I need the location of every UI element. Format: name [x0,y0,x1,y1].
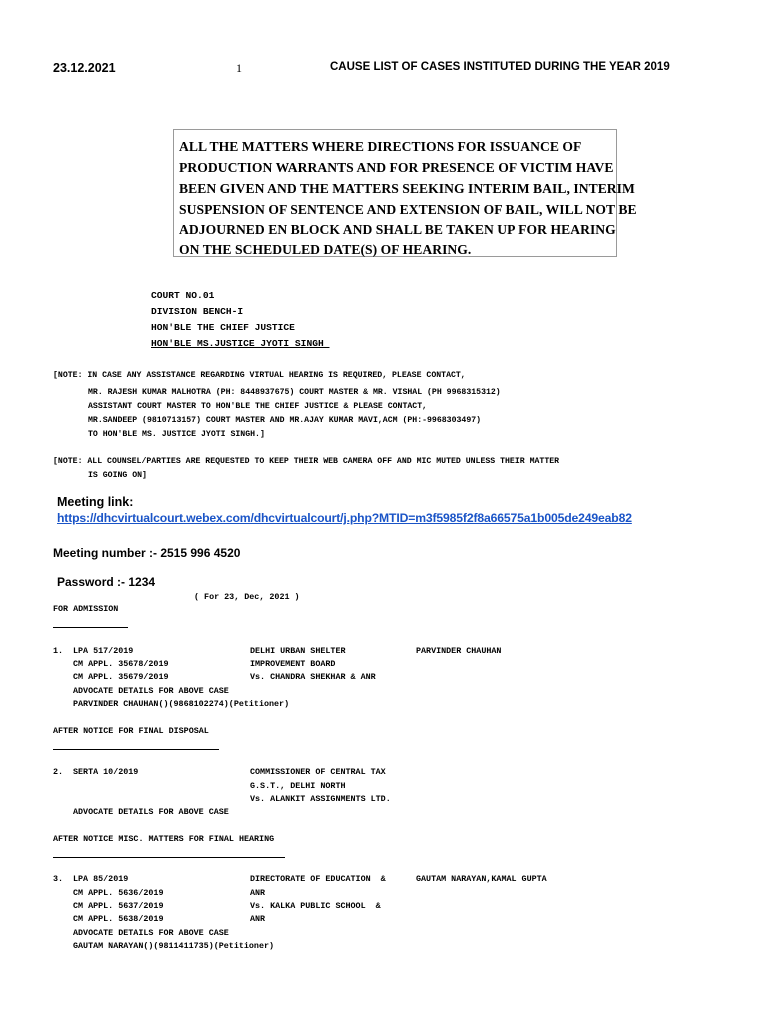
note-assistance: MR. RAJESH KUMAR MALHOTRA (PH: 8448937675) COURT MASTER & MR. VISHAL (PH 9968315312) [88,388,501,397]
section-underline [53,857,285,858]
notice-line: SUSPENSION OF SENTENCE AND EXTENSION OF BAIL, WILL NOT BE [179,202,637,217]
case-line: LPA 85/2019 [73,874,129,884]
case-line: SERTA 10/2019 [73,767,139,777]
party-line: DELHI URBAN SHELTER [250,646,346,656]
note-assistance: MR.SANDEEP (9810713157) COURT MASTER AND MR.AJAY KUMAR MAVI,ACM (PH:-9968303497) [88,416,482,425]
meeting-link-label: Meeting link: [57,495,134,509]
judge-name: HON'BLE MS.JUSTICE JYOTI SINGH [151,338,330,349]
note-assistance: ASSISTANT COURT MASTER TO HON'BLE THE CHIEF JUSTICE & PLEASE CONTACT, [88,402,428,411]
section-heading: FOR ADMISSION [53,604,119,614]
note-camera: [NOTE: ALL COUNSEL/PARTIES ARE REQUESTED TO KEEP THEIR WEB CAMERA OFF AND MIC MUTED UNLESS THEIR MATTER [53,457,560,466]
party-line: DIRECTORATE OF EDUCATION & [250,874,386,884]
meeting-link[interactable]: https://dhcvirtualcourt.webex.com/dhcvirtualcourt/j.php?MTID=m3f5985f2f8a66575a1b005de249eab82 [57,511,632,525]
party-line: Vs. KALKA PUBLIC SCHOOL & [250,901,381,911]
note-camera: IS GOING ON] [88,471,147,480]
list-date: 23.12.2021 [53,61,116,75]
party-line: ANR [250,914,266,924]
advocate-detail: PARVINDER CHAUHAN()(9868102274)(Petitioner) [73,699,290,709]
party-line: COMMISSIONER OF CENTRAL TAX [250,767,386,777]
section-heading: AFTER NOTICE FOR FINAL DISPOSAL [53,726,209,736]
party-line: G.S.T., DELHI NORTH [250,781,346,791]
meeting-password: Password :- 1234 [57,575,156,589]
advocate-name: GAUTAM NARAYAN,KAMAL GUPTA [416,874,547,884]
case-number: 3. [53,874,64,884]
case-number: 1. [53,646,64,656]
section-underline [53,749,219,750]
note-assistance: TO HON'BLE MS. JUSTICE JYOTI SINGH.] [88,430,265,439]
notice-line: PRODUCTION WARRANTS AND FOR PRESENCE OF VICTIM HAVE [179,160,614,175]
party-line: IMPROVEMENT BOARD [250,659,336,669]
section-heading: AFTER NOTICE MISC. MATTERS FOR FINAL HEARING [53,834,275,844]
section-underline [53,627,128,628]
case-number: 2. [53,767,64,777]
case-line: CM APPL. 35679/2019 [73,672,169,682]
meeting-number: Meeting number :- 2515 996 4520 [53,546,241,560]
party-line: ANR [250,888,266,898]
page-title: CAUSE LIST OF CASES INSTITUTED DURING THE YEAR 2019 [330,61,670,73]
division-bench: DIVISION BENCH-I [151,306,244,317]
court-number: COURT NO.01 [151,290,215,301]
list-for-date: ( For 23, Dec, 2021 ) [194,592,300,602]
advocate-label: ADVOCATE DETAILS FOR ABOVE CASE [73,807,229,817]
note-assistance: [NOTE: IN CASE ANY ASSISTANCE REGARDING VIRTUAL HEARING IS REQUIRED, PLEASE CONTACT, [53,371,466,380]
advocate-label: ADVOCATE DETAILS FOR ABOVE CASE [73,686,229,696]
notice-line: ON THE SCHEDULED DATE(S) OF HEARING. [179,242,472,257]
advocate-label: ADVOCATE DETAILS FOR ABOVE CASE [73,928,229,938]
case-line: CM APPL. 5638/2019 [73,914,164,924]
notice-line: ADJOURNED EN BLOCK AND SHALL BE TAKEN UP FOR HEARING [179,222,616,237]
notice-line: ALL THE MATTERS WHERE DIRECTIONS FOR ISSUANCE OF [179,139,582,154]
page-number: 1 [236,61,242,75]
case-line: CM APPL. 35678/2019 [73,659,169,669]
case-line: CM APPL. 5637/2019 [73,901,164,911]
advocate-detail: GAUTAM NARAYAN()(9811411735)(Petitioner) [73,941,275,951]
notice-line: BEEN GIVEN AND THE MATTERS SEEKING INTERIM BAIL, INTERIM [179,181,635,196]
party-line: Vs. CHANDRA SHEKHAR & ANR [250,672,376,682]
case-line: LPA 517/2019 [73,646,134,656]
case-line: CM APPL. 5636/2019 [73,888,164,898]
party-line: Vs. ALANKIT ASSIGNMENTS LTD. [250,794,391,804]
chief-justice: HON'BLE THE CHIEF JUSTICE [151,322,295,333]
advocate-name: PARVINDER CHAUHAN [416,646,502,656]
